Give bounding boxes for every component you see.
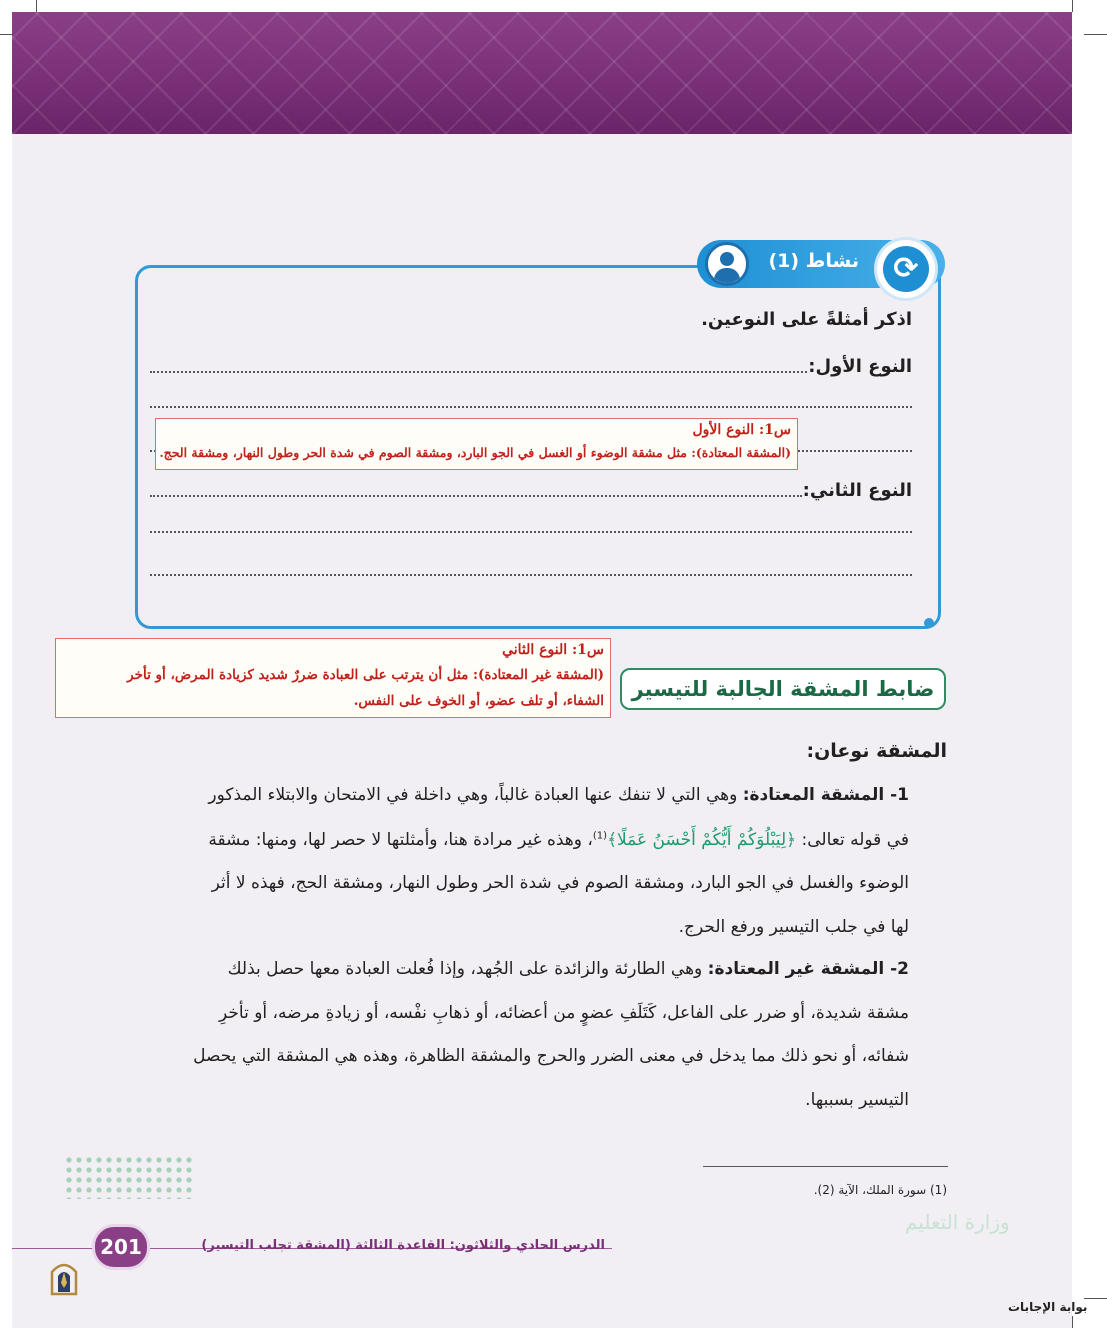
footnote-ref: (1) [592,830,608,842]
item1-line4: لها في جلب التيسير ورفع الحرج. [678,917,909,937]
answer-type1-box [155,418,798,470]
item2-label: 2- المشقة غير المعتادة: [707,959,909,979]
answer-type2-line2: الشفاء، أو تلف عضو، أو الخوف على النفس. [353,693,604,709]
activity-instruction: اذكر أمثلةً على النوعين. [701,309,912,330]
crop-mark [1072,0,1073,12]
item2-line1 [137,959,909,979]
answer-type1-text: (المشقة المعتادة): مثل مشقة الوضوء أو الغسل في الجو البارد، ومشقة الصوم في شدة الحر وطول النهار، ومشقة الحج. [159,445,791,460]
type1-label: النوع الأول: [808,356,912,377]
item1-line1 [137,785,909,805]
answer-type2-heading: س1: النوع الثاني [502,642,604,658]
crop-mark [1072,1316,1073,1328]
item2-line2: مشقة شديدة، أو ضرر على الفاعل، كَتَلَفِ عضوٍ من أعضائه، أو ذهابِ نفْسه، أو زيادةِ مرضه، أو تأخرِ [219,1003,909,1023]
item1-label: 1- المشقة المعتادة: [742,785,909,805]
footnote: (1) سورة الملك، الآية (2). [813,1183,947,1197]
answer-line[interactable] [150,574,912,576]
item2-line3: شفائه، أو نحو ذلك مما يدخل في معنى الضرر والحرج والمشقة الظاهرة، وهذه هي المشقة التي يحصل [193,1046,909,1066]
lesson-footer: الدرس الحادي والثلاثون: القاعدة الثالثة (المشقة تجلب التيسير) [201,1238,605,1253]
crop-mark [1084,1298,1107,1299]
site-name: بوابة الإجابات [1008,1300,1088,1314]
ministry-logo [64,1155,196,1199]
crop-mark [1084,34,1107,35]
section-subheading: المشقة نوعان: [806,740,947,762]
answer-line[interactable] [150,495,802,497]
type2-label: النوع الثاني: [802,480,912,501]
activity-box-end-dot [924,618,934,628]
answer-type1-heading: س1: النوع الأول [692,422,791,438]
item2-text: وهي الطارئة والزائدة على الجُهد، وإذا فُعلت العبادة معها حصل بذلك [227,959,703,979]
item1-text: ، وهذه غير مرادة هنا، وأمثلتها لا حصر لها، ومنها: مشقة [208,830,593,850]
decorative-banner [12,12,1072,134]
answer-type2-box [55,638,611,718]
ministry-name: وزارة التعليم [905,1210,1010,1234]
item1-line2 [137,829,909,850]
quran-verse: ﴿لِيَبْلُوَكُمْ أَيُّكُمْ أَحْسَنُ عَمَلًا﴾ [607,830,797,850]
item1-line3: الوضوء والغسل في الجو البارد، ومشقة الصوم في شدة الحر وطول النهار، ومشقة الحج، فهذه لا أثر [211,873,909,893]
answer-line[interactable] [150,406,912,408]
item2-line4: التيسير بسببها. [805,1090,909,1110]
section-title: ضابط المشقة الجالبة للتيسير [620,668,946,710]
user-icon [705,242,749,286]
item1-text: وهي التي لا تنفك عنها العبادة غالباً، وهي داخلة في الامتحان والابتلاء المذكور [208,785,738,805]
page-number: 201 [92,1224,150,1270]
activity-title: نشاط (1) [768,250,859,272]
site-logo-icon [44,1256,84,1296]
crop-mark [36,0,37,12]
crop-mark [0,34,12,35]
answer-type2-line1: (المشقة غير المعتادة): مثل أن يترتب على العبادة ضررٌ شديد كزيادة المرض، أو تأخر [127,667,604,683]
answer-line[interactable] [150,531,912,533]
answer-line[interactable] [150,371,807,373]
footnote-rule [703,1166,948,1167]
refresh-icon: ⟳ [877,240,935,298]
item1-text: في قوله تعالى: [801,830,909,850]
